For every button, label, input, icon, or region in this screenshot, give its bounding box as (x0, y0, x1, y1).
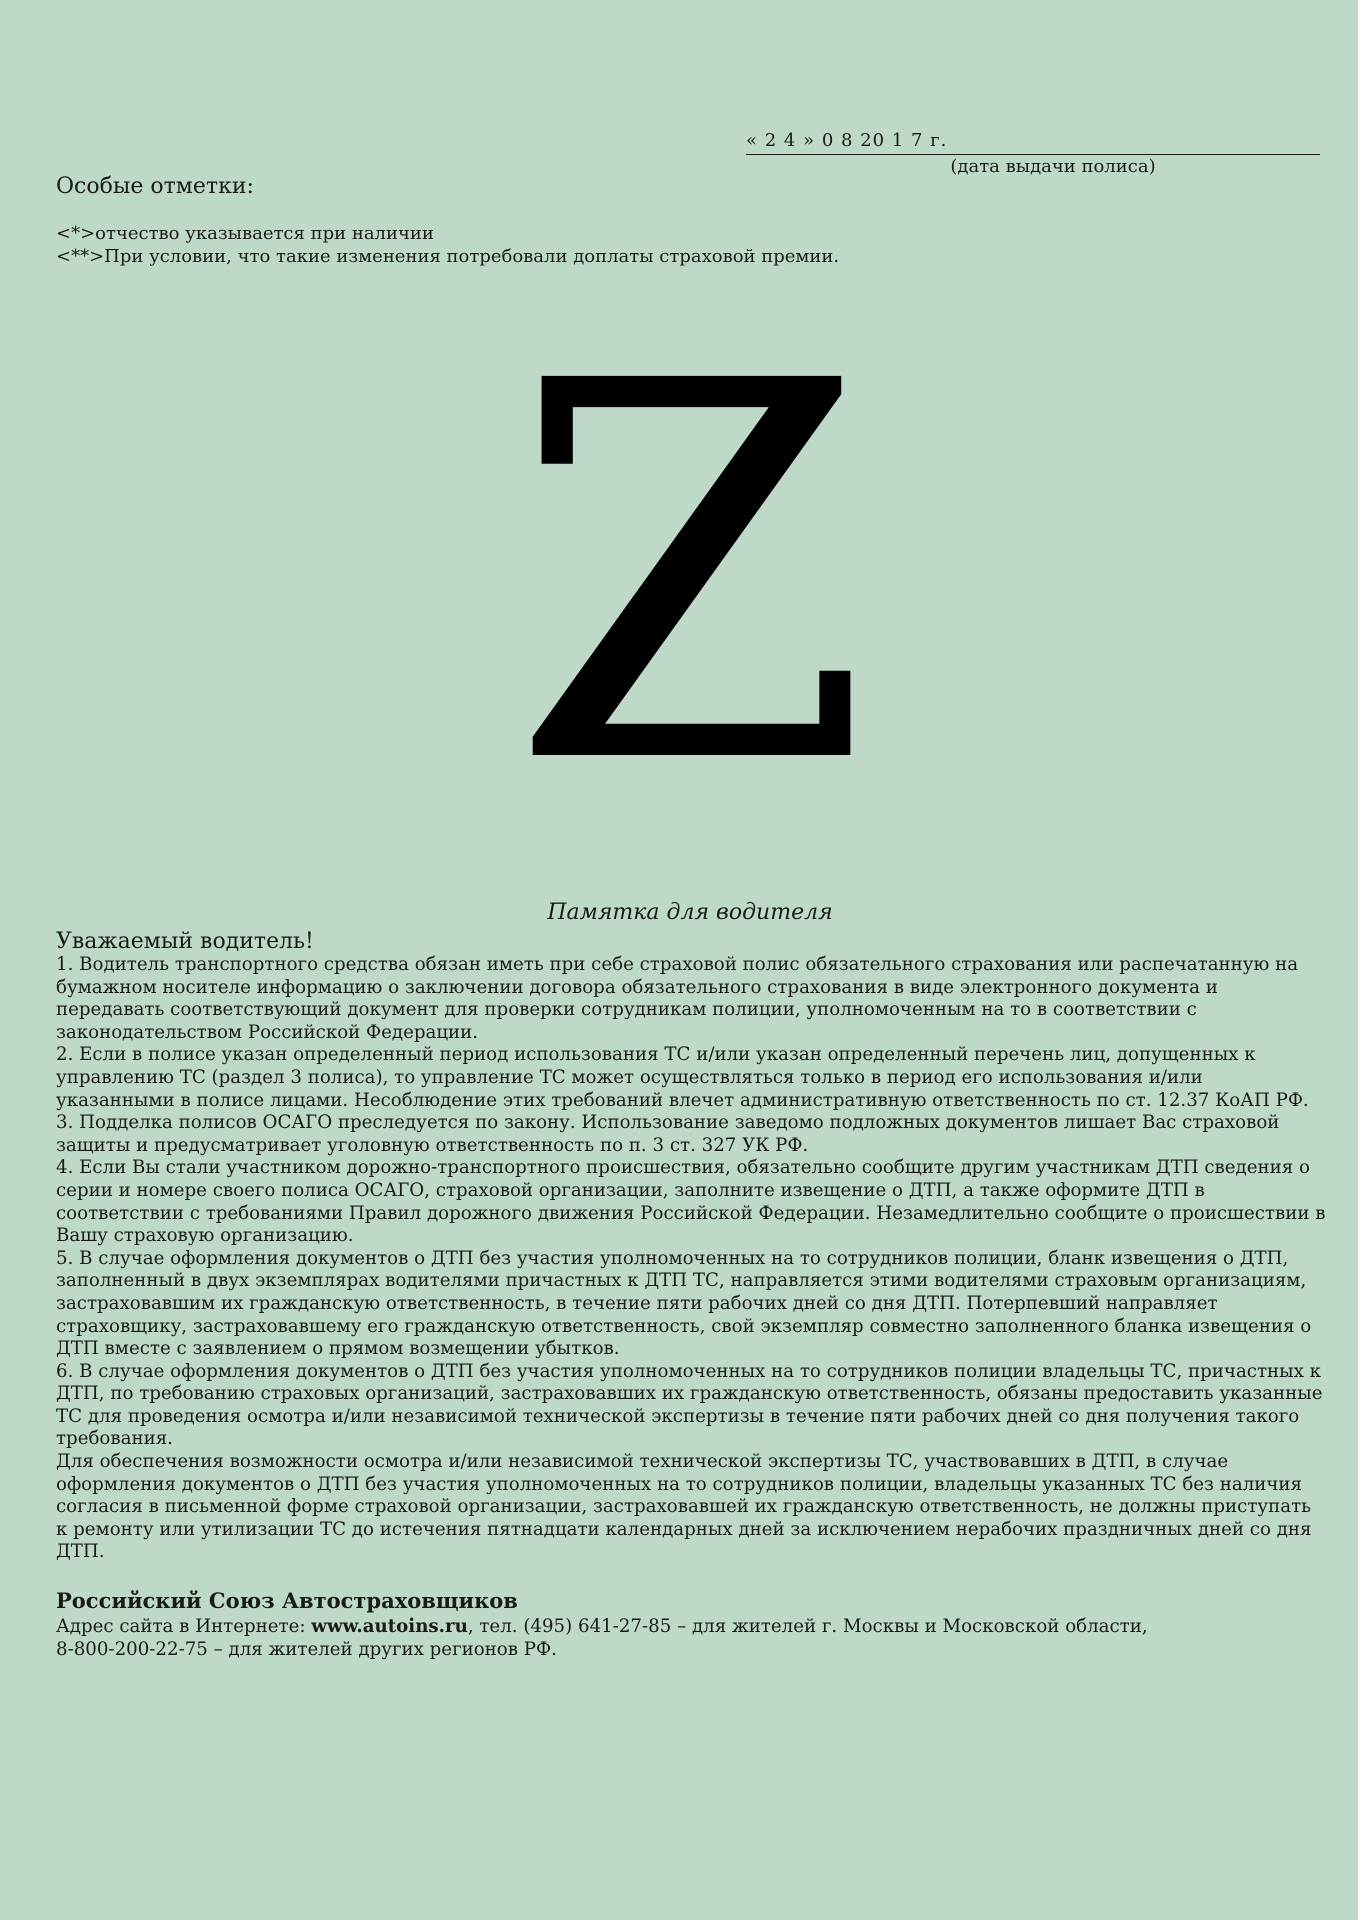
organization-name: Российский Союз Автостраховщиков (56, 1588, 518, 1613)
regions-phone: 8-800-200-22-75 – для жителей других регионов РФ. (56, 1639, 557, 1660)
memo-paragraph-3: 3. Подделка полисов ОСАГО преследуется по закону. Использование заведомо подложных документов лишает Вас страховой защиты и предусматривает уголовную ответственность по п. 3 ст. 327 УК РФ. (56, 1112, 1280, 1156)
z-mark: Z (509, 272, 871, 878)
memo-paragraph-7: Для обеспечения возможности осмотра и/или независимой технической экспертизы ТС, участвовавших в ДТП, в случае оформления документов о ДТП без участия уполномоченных на то сотрудников полиции, владельцы указанных ТС без наличия согласия в письменной форме страховой организации, застраховавшей их гражданскую ответственность, не должны приступать к ремонту или утилизации ТС до истечения пятнадцати календарных дней за исключением нерабочих праздничных дней со дня ДТП. (56, 1451, 1312, 1563)
memo-paragraph-4: 4. Если Вы стали участником дорожно-транспортного происшествия, обязательно сообщите другим участникам ДТП сведения о серии и номере своего полиса ОСАГО, страховой организации, заполните извещение о ДТП, а также оформите ДТП в соответствии с требованиями Правил дорожного движения Российской Федерации. Незамедлительно сообщите о происшествии в Вашу страховую организацию. (56, 1157, 1326, 1247)
moscow-phone: , тел. (495) 641-27-85 – для жителей г. Москвы и Московской области, (467, 1616, 1148, 1637)
memo-paragraph-6: 6. В случае оформления документов о ДТП без участия уполномоченных на то сотрудников полиции владельцы ТС, причастных к ДТП, по требованию страховых организаций, застраховавших их гражданскую ответственность, обязаны предоставить указанные ТС для проведения осмотра и/или независимой технической экспертизы в течение пяти рабочих дней со дня получения такого требования. (56, 1360, 1323, 1450)
memo-body (56, 954, 1326, 1564)
footnote-patronymic: <*>отчество указывается при наличии (56, 223, 434, 244)
issue-date-block (746, 130, 1320, 179)
memo-greeting: Уважаемый водитель! (56, 929, 314, 954)
issue-date: « 2 4 » 0 8 20 1 7 г. (746, 130, 1320, 155)
memo-paragraph-1: 1. Водитель транспортного средства обязан иметь при себе страховой полис обязательного страхования или распечатанную на бумажном носителе информацию о заключении договора обязательного страхования в виде электронного документа и передавать соответствующий документ для проверки сотрудникам полиции, уполномоченным на то в соответствии с законодательством Российской Федерации. (56, 954, 1299, 1043)
memo-paragraph-5: 5. В случае оформления документов о ДТП без участия уполномоченных на то сотрудников полиции, бланк извещения о ДТП, заполненный в двух экземплярах водителями причастных к ДТП ТС, направляется этими водителями страховым организациям, застраховавшим их гражданскую ответственность, в течение пяти рабочих дней со дня ДТП. Потерпевший направляет страховщику, застраховавшему его гражданскую ответственность, свой экземпляр совместно заполненного бланка извещения о ДТП вместе с заявлением о прямом возмещении убытков. (56, 1247, 1312, 1360)
memo-title: Памятка для водителя (547, 900, 833, 925)
organization-contacts (56, 1615, 1326, 1661)
special-marks-label: Особые отметки: (56, 174, 254, 199)
issue-date-caption: (дата выдачи полиса) (950, 156, 1156, 177)
memo-paragraph-2: 2. Если в полисе указан определенный период использования ТС и/или указан определенный перечень лиц, допущенных к управлению ТС (раздел 3 полиса), то управление ТС может осуществляться только в период его использования и/или указанными в полисе лицами. Несоблюдение этих требований влечет административную ответственность по ст. 12.37 КоАП РФ. (56, 1044, 1309, 1111)
footnote-premium: <**>При условии, что такие изменения потребовали доплаты страховой премии. (56, 246, 840, 267)
site-prefix: Адрес сайта в Интернете: (56, 1616, 312, 1637)
footnotes (56, 222, 839, 268)
site-link[interactable]: www.autoins.ru (311, 1616, 468, 1637)
contacts-line-1 (56, 1615, 1326, 1638)
